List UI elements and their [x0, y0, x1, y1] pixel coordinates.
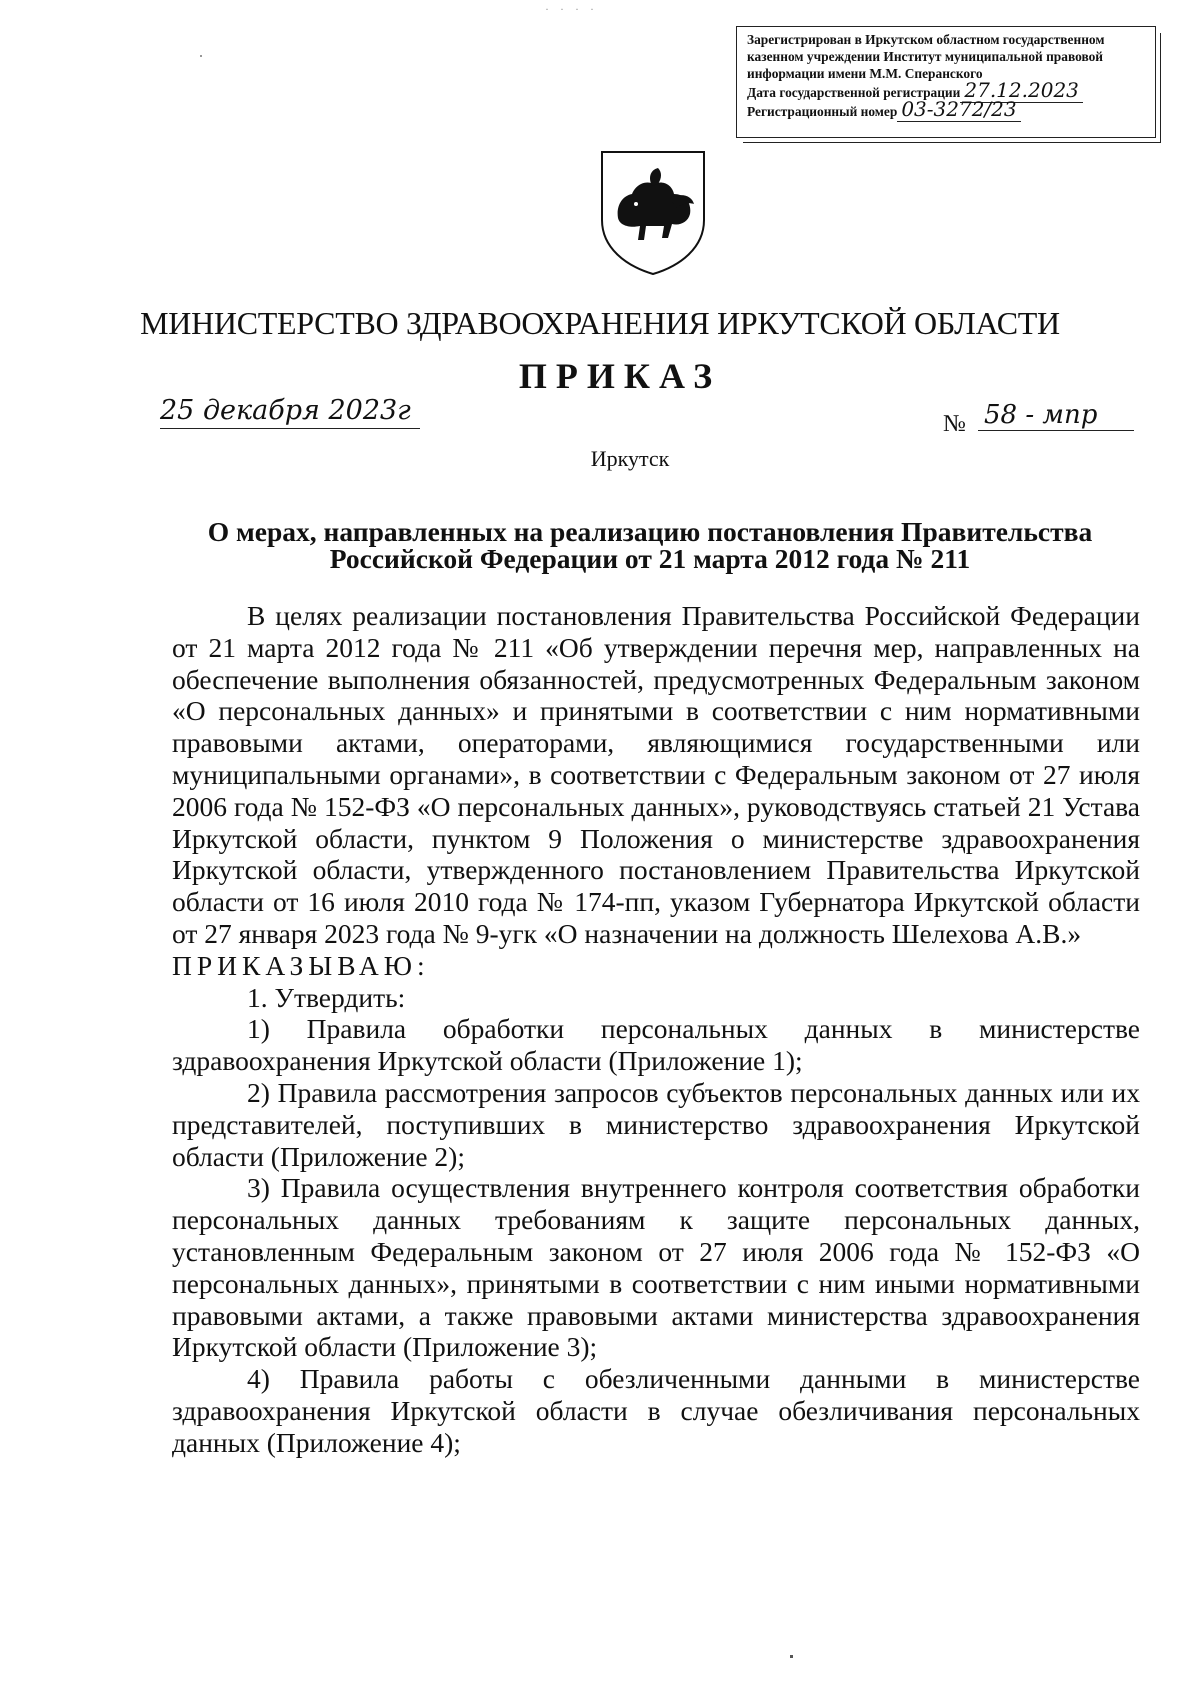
stamp-date-value: 27.12.2023 [960, 78, 1083, 103]
stamp-shadow-right [1154, 33, 1161, 143]
subject-line-1: О мерах, направленных на реализацию постановления Правительства [207, 516, 1093, 547]
order-body [172, 600, 1140, 1459]
preamble-paragraph: В целях реализации постановления Правительства Российской Федерации от 21 марта 2012 года № 211 «Об утверждении перечня мер, направленных на обеспечение выполнения обязанностей, предусмотренных Федеральным законом «О персональных данных» и принятыми в соответствии с ним нормативными правовыми актами, операторами, являющимися государственными или муниципальными органами», в соответствии с Федеральным законом от 27 июля 2006 года № 152-ФЗ «О персональных данных», руководствуясь статьей 21 Устава Иркутской области, пунктом 9 Положения о министерстве здравоохранения Иркутской области, утвержденного постановлением Правительства Иркутской области от 16 июля 2010 года № 174-пп, указом Губернатора Иркутской области от 27 января 2023 года № 9-угк «О назначении на должность Шелехова А.В.» [172, 600, 1140, 949]
document-type: ПРИКАЗ [518, 356, 722, 396]
scan-speck-bottom [790, 1655, 793, 1658]
registration-stamp [736, 26, 1156, 138]
sub-item-1: 1) Правила обработки персональных данных в министерстве здравоохранения Иркутской области (Приложение 1); [172, 1013, 1140, 1077]
scan-speck [200, 55, 202, 57]
scan-artifact-dots: · · · · [545, 2, 598, 16]
sub-item-3: 3) Правила осуществления внутреннего контроля соответствия обработки персональных данных требованиям к защите персональных данных, установленным Федеральным законом от 27 июля 2006 года № 152-ФЗ «О персональных данных», принятыми в соответствии с ним иными нормативными правовыми актами, а также правовыми актами министерства здравоохранения Иркутской области (Приложение 3); [172, 1172, 1140, 1363]
ministry-name: МИНИСТЕРСТВО ЗДРАВООХРАНЕНИЯ ИРКУТСКОЙ ОБЛАСТИ [140, 305, 1060, 341]
city-name: Иркутск [590, 446, 670, 471]
stamp-line-3: информации имени М.М. Сперанского [747, 66, 983, 81]
item-1: 1. Утвердить: [247, 981, 406, 1013]
subject-line-2: Российской Федерации от 21 марта 2012 года № 211 [329, 543, 971, 574]
stamp-line-2: казенном учреждении Институт муниципальной правовой [747, 49, 1104, 64]
handwritten-order-number: 58 - мпр [978, 400, 1134, 431]
stamp-date-label: Дата государственной регистрации [747, 85, 961, 100]
stamp-number-row [747, 97, 1149, 121]
coat-of-arms-icon [596, 148, 710, 276]
stamp-number-value: 03-3272/23 [897, 97, 1020, 122]
stamp-number-label: Регистрационный номер [747, 104, 898, 119]
stamp-line-1: Зарегистрирован в Иркутском областном государственном [747, 32, 1105, 47]
order-subject [170, 518, 1130, 572]
order-number-label: № [943, 411, 966, 437]
order-directive: ПРИКАЗЫВАЮ: [172, 949, 430, 981]
stamp-shadow-bottom [743, 142, 1161, 143]
handwritten-date: 25 декабря 2023г [160, 395, 420, 429]
sub-item-4: 4) Правила работы с обезличенными данными в министерстве здравоохранения Иркутской области в случае обезличивания персональных данных (Приложение 4); [172, 1363, 1140, 1458]
sub-item-2: 2) Правила рассмотрения запросов субъектов персональных данных или их представителей, поступивших в министерство здравоохранения Иркутской области (Приложение 2); [172, 1076, 1140, 1172]
